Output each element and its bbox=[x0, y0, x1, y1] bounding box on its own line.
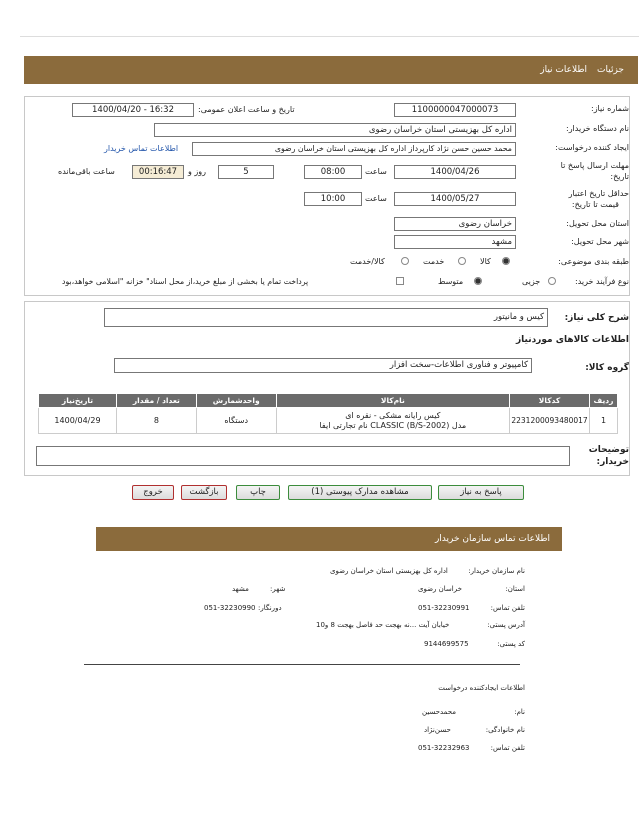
cell-name bbox=[276, 408, 509, 434]
attachments-button[interactable]: مشاهده مدارک پیوستی (1) bbox=[288, 485, 432, 500]
table-row bbox=[39, 408, 618, 434]
payment-treasury-checkbox[interactable] bbox=[396, 277, 404, 285]
notes-field bbox=[36, 446, 570, 466]
buyer-org-label: نام دستگاه خریدار: bbox=[566, 124, 629, 133]
creator-first-name-label: نام: bbox=[514, 708, 525, 716]
cell-name-line2: مدل (B/S-2002) CLASSIC نام تجارتی ایفا bbox=[319, 420, 467, 430]
category-label: طبقه بندی موضوعی: bbox=[558, 257, 629, 266]
creator-title: اطلاعات ایجادکننده درخواست bbox=[438, 684, 525, 692]
process-medium-label: متوسط bbox=[438, 277, 464, 286]
summary-field: کیس و مانیتور bbox=[104, 308, 548, 327]
category-goods-label: کالا bbox=[480, 257, 491, 266]
back-button[interactable]: بازگشت bbox=[181, 485, 227, 500]
validity-time-label: ساعت bbox=[365, 194, 387, 203]
days-label: روز و bbox=[188, 167, 206, 176]
payment-note: پرداخت تمام یا بخشی از مبلغ خرید،از محل اسناد" خزانه "اسلامی خواهد،بود bbox=[62, 277, 309, 286]
print-button[interactable]: چاپ bbox=[236, 485, 280, 500]
city-label: شهر محل تحویل: bbox=[571, 237, 629, 246]
nav-tab-need-info[interactable]: اطلاعات نیاز bbox=[540, 65, 588, 75]
process-minor-label: جزیی bbox=[522, 277, 541, 286]
creator-first-name: محمدحسین bbox=[422, 708, 457, 716]
reply-date-field: 1400/04/26 bbox=[394, 165, 516, 179]
province-field: خراسان رضوی bbox=[394, 217, 516, 231]
reply-time-field: 08:00 bbox=[304, 165, 362, 179]
contact-fax-label: دورنگار: bbox=[258, 604, 282, 612]
creator-last-name-label: نام خانوادگی: bbox=[485, 726, 525, 734]
announce-date-field: 1400/04/20 - 16:32 bbox=[72, 103, 194, 117]
contact-province-label: استان: bbox=[505, 585, 525, 593]
col-code: کدکالا bbox=[510, 394, 590, 408]
notes-label: توضیحات bbox=[588, 445, 629, 455]
notes-label-2: خریدار: bbox=[596, 457, 629, 467]
group-field: کامپیوتر و فناوری اطلاعات-سخت افزار bbox=[114, 358, 532, 373]
process-medium-radio[interactable] bbox=[474, 277, 482, 285]
contact-city-value: مشهد bbox=[232, 585, 249, 593]
cell-unit: دستگاه bbox=[196, 408, 276, 434]
col-name: نام‌کالا bbox=[276, 394, 509, 408]
category-service-radio[interactable] bbox=[458, 257, 466, 265]
validity-label: حداقل تاریخ اعتبار bbox=[568, 189, 629, 198]
cell-name-line1: کیس رایانه مشکی - نقره ای bbox=[345, 410, 441, 420]
creator-phone-label: تلفن تماس: bbox=[490, 744, 525, 752]
contact-postal-value: 9144699575 bbox=[424, 640, 469, 648]
contact-phone-value: 051-32230991 bbox=[418, 604, 470, 612]
summary-label: شرح کلی نیاز: bbox=[564, 313, 629, 323]
announce-label: تاریخ و ساعت اعلان عمومی: bbox=[198, 105, 295, 114]
reply-time-label: ساعت bbox=[365, 167, 387, 176]
requester-label: ایجاد کننده درخواست: bbox=[555, 143, 629, 152]
days-field: 5 bbox=[218, 165, 274, 179]
nav-tab-details[interactable]: جزئیات bbox=[597, 65, 624, 75]
remaining-label: ساعت باقی‌مانده bbox=[58, 167, 115, 176]
category-goods-radio[interactable] bbox=[502, 257, 510, 265]
city-field: مشهد bbox=[394, 235, 516, 249]
col-unit: واحدشمارش bbox=[196, 394, 276, 408]
nav-bar bbox=[24, 56, 638, 84]
col-qty: تعداد / مقدار bbox=[116, 394, 196, 408]
contact-title-bar bbox=[96, 527, 562, 551]
requester-field: محمد حسین حسن نژاد کارپرداز اداره کل بهزیستی استان خراسان رضوی bbox=[192, 142, 516, 156]
process-label: نوع فرآیند خرید: bbox=[575, 277, 629, 286]
reply-deadline-label: مهلت ارسال پاسخ تا bbox=[560, 161, 629, 170]
cell-qty: 8 bbox=[116, 408, 196, 434]
contact-address-label: آدرس پستی: bbox=[487, 621, 525, 629]
contact-postal-label: کد پستی: bbox=[497, 640, 525, 648]
validity-date-field: 1400/05/27 bbox=[394, 192, 516, 206]
contact-address-value: خیابان آیت ...نه بهجت حد فاصل بهجت 8 و10 bbox=[316, 621, 450, 629]
cell-code: 2231200093480017 bbox=[510, 408, 590, 434]
province-label: استان محل تحویل: bbox=[566, 219, 629, 228]
need-number-label: شماره نیاز: bbox=[591, 104, 629, 113]
validity-time-field: 10:00 bbox=[304, 192, 362, 206]
validity-label-2: قیمت تا تاریخ: bbox=[571, 200, 619, 209]
top-divider bbox=[20, 36, 639, 37]
goods-table bbox=[38, 393, 618, 434]
contact-province-value: خراسان رضوی bbox=[418, 585, 462, 593]
contact-org-label: نام سازمان خریدار: bbox=[468, 567, 525, 575]
remaining-time-field: 00:16:47 bbox=[132, 165, 184, 179]
contact-fax-value: 051-32230990 bbox=[204, 604, 256, 612]
cell-row: 1 bbox=[590, 408, 618, 434]
col-row: ردیف bbox=[590, 394, 618, 408]
contact-city-label: شهر: bbox=[270, 585, 286, 593]
goods-title: اطلاعات کالاهای موردنیاز bbox=[515, 335, 629, 345]
creator-phone: 051-32232963 bbox=[418, 744, 470, 752]
cell-date: 1400/04/29 bbox=[39, 408, 117, 434]
contact-phone-label: تلفن تماس: bbox=[490, 604, 525, 612]
need-number-field: 1100000047000073 bbox=[394, 103, 516, 117]
category-both-label: کالا/خدمت bbox=[350, 257, 385, 266]
reply-button[interactable]: پاسخ به نیاز bbox=[438, 485, 524, 500]
contact-org-value: اداره کل بهزیستی استان خراسان رضوی bbox=[330, 567, 448, 575]
category-both-radio[interactable] bbox=[401, 257, 409, 265]
buyer-org-field: اداره کل بهزیستی استان خراسان رضوی bbox=[154, 123, 516, 137]
buyer-contact-link[interactable]: اطلاعات تماس خریدار bbox=[104, 144, 179, 153]
category-service-label: خدمت bbox=[423, 257, 445, 266]
exit-button[interactable]: خروج bbox=[132, 485, 174, 500]
group-label: گروه کالا: bbox=[585, 363, 629, 373]
creator-last-name: حسن‌نژاد bbox=[424, 726, 451, 734]
reply-deadline-label-2: تاریخ: bbox=[610, 172, 629, 181]
col-date: تاریخ‌نیاز bbox=[39, 394, 117, 408]
process-minor-radio[interactable] bbox=[548, 277, 556, 285]
contact-divider bbox=[84, 664, 520, 665]
contact-title: اطلاعات تماس سازمان خریدار bbox=[434, 534, 550, 544]
